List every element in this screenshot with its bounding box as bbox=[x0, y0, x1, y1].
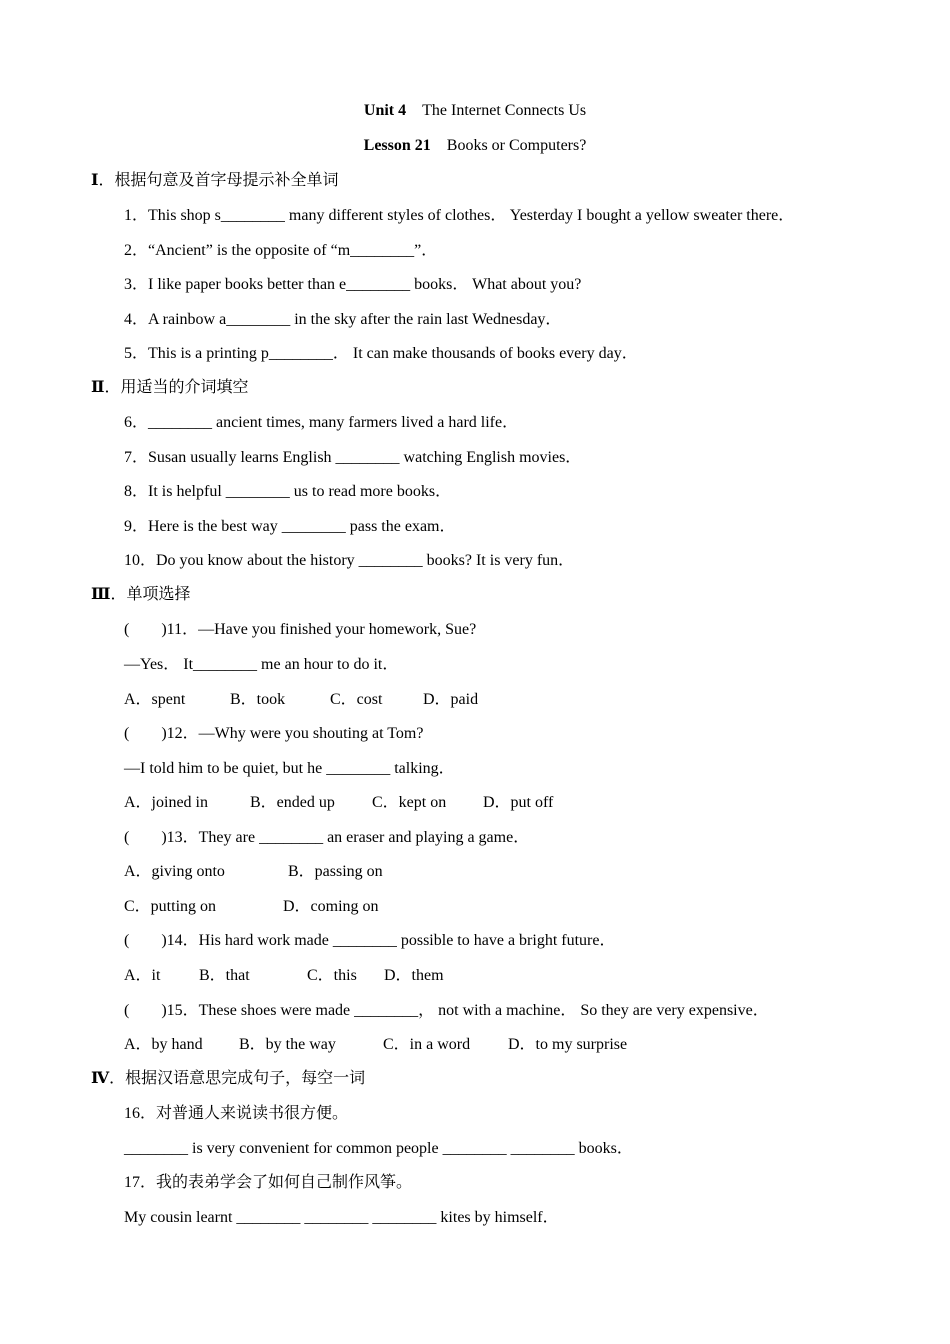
unit-heading bbox=[0, 102, 950, 120]
option-a[interactable]: A．spent bbox=[124, 691, 186, 708]
section-numeral: Ⅳ bbox=[91, 1070, 110, 1087]
option-b[interactable]: B．passing on bbox=[288, 863, 383, 880]
section-numeral: Ⅲ bbox=[91, 586, 111, 603]
question-15-options bbox=[124, 1035, 627, 1055]
question-5: 5．This is a printing p________． It can make thousands of books every day． bbox=[124, 345, 638, 362]
question-8: 8．It is helpful ________ us to read more books． bbox=[124, 483, 452, 500]
option-c[interactable]: C．this bbox=[307, 967, 357, 984]
section-1-heading bbox=[91, 171, 339, 191]
question-10: 10．Do you know about the history ________ books? It is very fun． bbox=[124, 552, 575, 569]
question-17-chinese: 17．我的表弟学会了如何自己制作风筝。 bbox=[124, 1174, 413, 1191]
question-1: 1．This shop s________ many different styles of clothes． Yesterday I bought a yellow sweater there． bbox=[124, 207, 795, 224]
question-6: 6．________ ancient times, many farmers lived a hard life． bbox=[124, 414, 519, 431]
option-d[interactable]: D．them bbox=[384, 967, 444, 984]
option-d[interactable]: D．put off bbox=[483, 794, 554, 811]
question-16-chinese: 16．对普通人来说读书很方便。 bbox=[124, 1105, 349, 1122]
option-a[interactable]: A．it bbox=[124, 967, 161, 984]
question-14: ( )14．His hard work made ________ possible to have a bright future． bbox=[124, 932, 616, 949]
option-c[interactable]: C．kept on bbox=[372, 794, 447, 811]
section-numeral: Ⅱ bbox=[91, 379, 105, 396]
unit-title: The Internet Connects Us bbox=[422, 102, 587, 119]
option-c[interactable]: C．cost bbox=[330, 691, 383, 708]
question-13: ( )13．They are ________ an eraser and playing a game． bbox=[124, 829, 530, 846]
question-7: 7．Susan usually learns English ________ watching English movies． bbox=[124, 449, 582, 466]
option-b[interactable]: B．took bbox=[230, 691, 286, 708]
question-15: ( )15．These shoes were made ________， not with a machine． So they are very expensive． bbox=[124, 1002, 769, 1019]
section-title: ．用适当的介词填空 bbox=[104, 379, 249, 396]
option-b[interactable]: B．ended up bbox=[250, 794, 335, 811]
option-b[interactable]: B．that bbox=[199, 967, 250, 984]
option-a[interactable]: A．joined in bbox=[124, 794, 208, 811]
question-3: 3．I like paper books better than e________ books． What about you? bbox=[124, 276, 582, 293]
question-16-english: ________ is very convenient for common people ________ ________ books． bbox=[124, 1140, 633, 1157]
question-11-options bbox=[124, 690, 478, 710]
option-d[interactable]: D．to my surprise bbox=[508, 1036, 628, 1053]
question-12-options bbox=[124, 793, 553, 813]
question-13-options-row-2 bbox=[124, 897, 379, 917]
option-c[interactable]: C．in a word bbox=[383, 1036, 471, 1053]
section-title: ．根据句意及首字母提示补全单词 bbox=[98, 172, 339, 189]
question-4: 4．A rainbow a________ in the sky after the rain last Wednesday． bbox=[124, 311, 562, 328]
option-c[interactable]: C．putting on bbox=[124, 898, 217, 915]
question-12-reply: —I told him to be quiet, but he ________ talking． bbox=[124, 760, 455, 777]
question-11: ( )11．—Have you finished your homework, Sue? bbox=[124, 621, 477, 638]
question-17-english: My cousin learnt ________ ________ ________ kites by himself． bbox=[124, 1209, 559, 1226]
lesson-heading bbox=[0, 137, 950, 155]
lesson-title: Books or Computers? bbox=[446, 137, 587, 154]
question-11-reply: —Yes． It________ me an hour to do it． bbox=[124, 656, 399, 673]
unit-label: Unit 4 bbox=[363, 102, 407, 119]
question-14-options bbox=[124, 966, 444, 986]
question-13-options-row-1 bbox=[124, 862, 383, 882]
question-9: 9．Here is the best way ________ pass the exam． bbox=[124, 518, 456, 535]
option-d[interactable]: D．coming on bbox=[283, 898, 379, 915]
option-a[interactable]: A．giving onto bbox=[124, 863, 225, 880]
option-a[interactable]: A．by hand bbox=[124, 1036, 203, 1053]
section-3-heading bbox=[91, 585, 191, 605]
section-4-heading bbox=[91, 1069, 365, 1089]
section-title: ．单项选择 bbox=[110, 586, 191, 603]
section-numeral: Ⅰ bbox=[91, 172, 99, 189]
section-title: ．根据汉语意思完成句子，每空一词 bbox=[109, 1070, 366, 1087]
section-2-heading bbox=[91, 378, 249, 398]
question-2: 2．“Ancient” is the opposite of “m________”． bbox=[124, 242, 438, 259]
option-d[interactable]: D．paid bbox=[423, 691, 479, 708]
option-b[interactable]: B．by the way bbox=[239, 1036, 336, 1053]
lesson-label: Lesson 21 bbox=[363, 137, 431, 154]
question-12: ( )12．—Why were you shouting at Tom? bbox=[124, 725, 424, 742]
